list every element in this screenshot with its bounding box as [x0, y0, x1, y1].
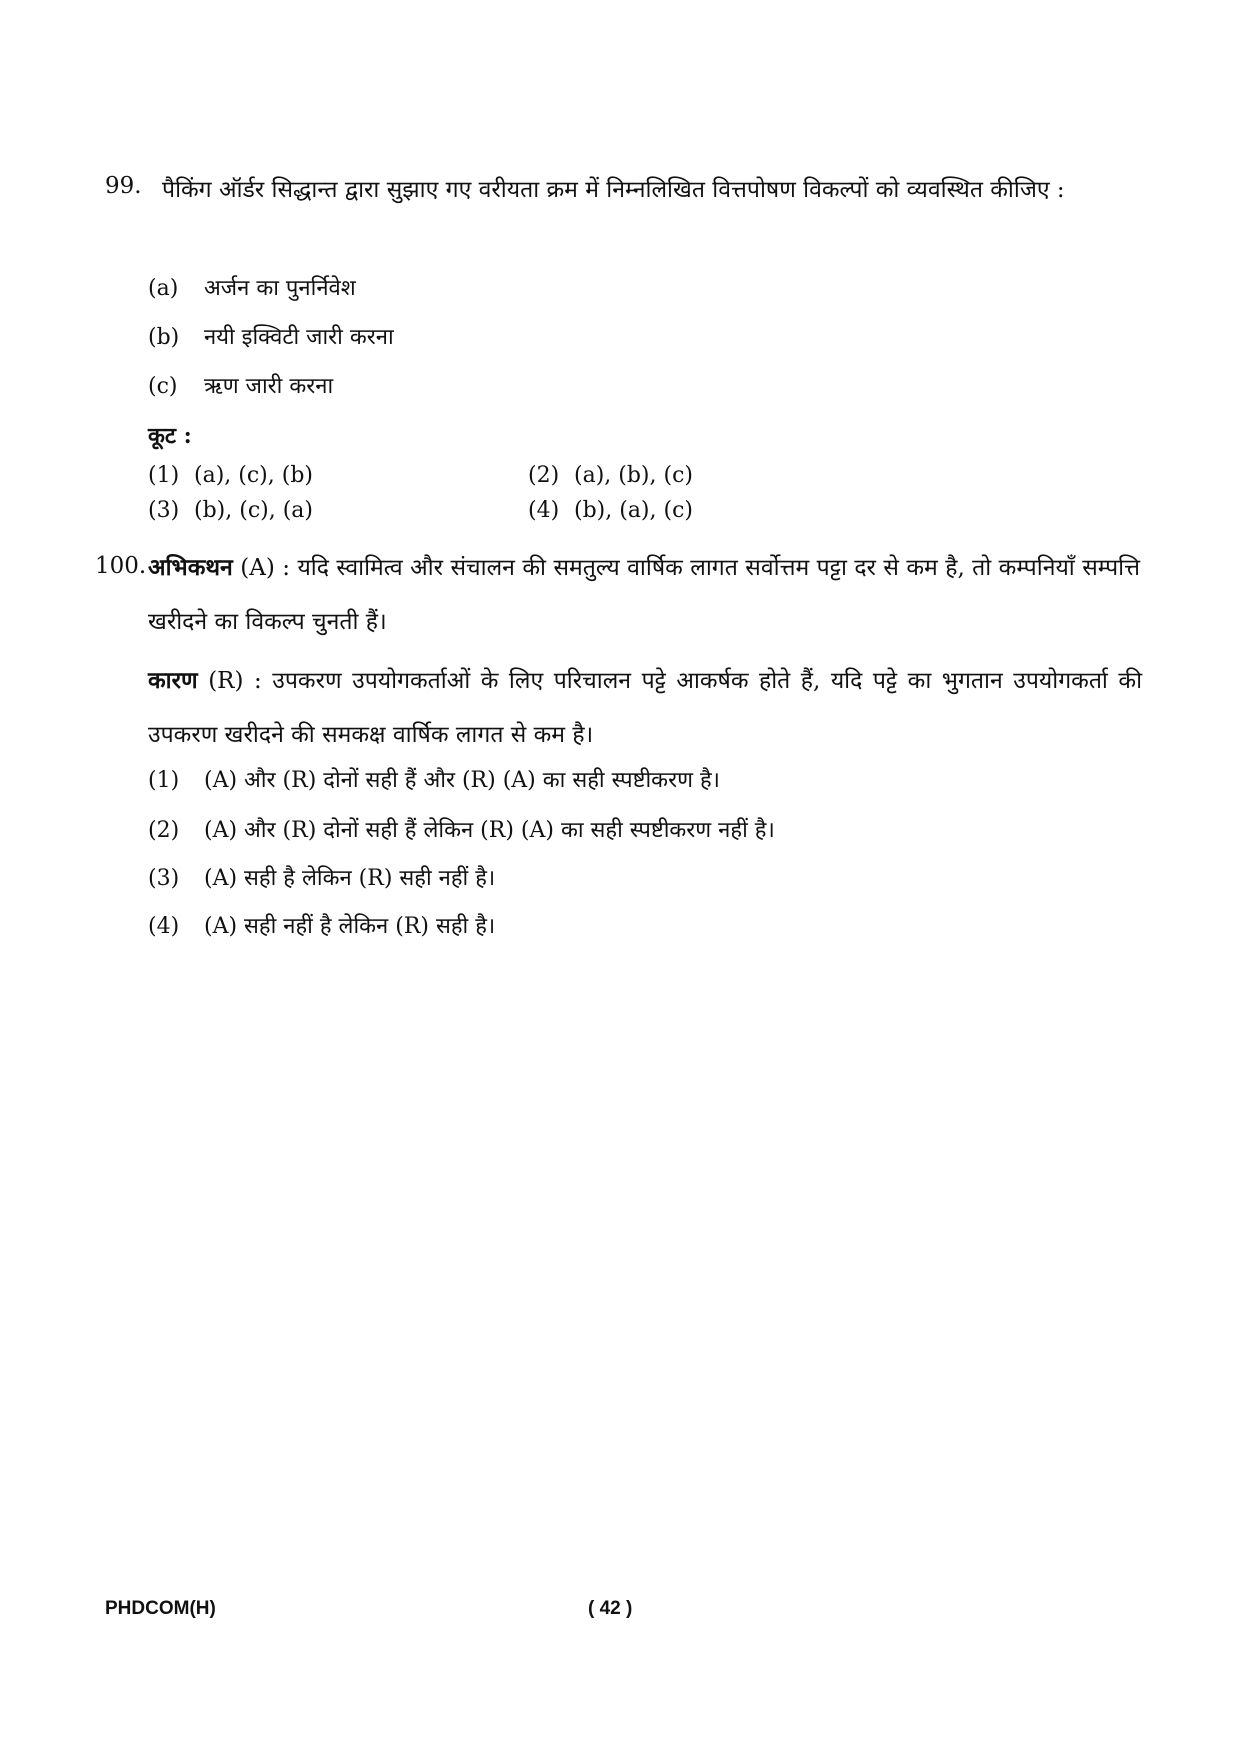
option-text: (b), (a), (c)	[574, 498, 693, 523]
answer-option-4[interactable]	[528, 498, 693, 523]
option-text: (A) और (R) दोनों सही हैं लेकिन (R) (A) का सही स्पष्टीकरण नहीं है।	[204, 818, 775, 843]
reason-paragraph	[148, 654, 1142, 762]
option-label: (1)	[148, 768, 180, 793]
list-item	[148, 272, 356, 302]
answer-option-4[interactable]	[148, 910, 495, 940]
answer-option-2[interactable]	[148, 814, 775, 844]
assertion-label: अभिकथन	[148, 554, 233, 581]
list-item	[148, 321, 394, 351]
option-label: (4)	[528, 498, 560, 523]
answer-option-3[interactable]	[148, 498, 313, 523]
answer-option-3[interactable]	[148, 862, 495, 892]
question-number: 99.	[105, 173, 142, 199]
option-label: (4)	[148, 914, 180, 939]
option-text: (a), (c), (b)	[194, 463, 313, 488]
option-label: (1)	[148, 463, 180, 488]
option-text: (A) और (R) दोनों सही हैं और (R) (A) का सही स्पष्टीकरण है।	[204, 768, 720, 793]
option-label: (2)	[528, 463, 560, 488]
question-100	[95, 541, 1141, 649]
item-text: ऋण जारी करना	[204, 374, 334, 399]
assertion-text: यदि स्वामित्व और संचालन की समतुल्य वार्षिक लागत सर्वोत्तम पट्टा दर से कम है, तो कम्पनियाँ सम्पत्ति खरीदने का विकल्प चुनती हैं।	[148, 555, 1141, 635]
item-text: नयी इक्विटी जारी करना	[204, 325, 394, 350]
option-text: (a), (b), (c)	[574, 463, 693, 488]
item-text: अर्जन का पुनर्निवेश	[204, 276, 356, 301]
option-text: (A) सही नहीं है लेकिन (R) सही है।	[204, 914, 496, 939]
reason-block	[148, 654, 1142, 762]
list-item	[148, 370, 333, 400]
item-label: (a)	[148, 276, 179, 301]
option-text: (b), (c), (a)	[194, 498, 313, 523]
answer-option-1[interactable]	[148, 463, 313, 488]
item-label: (c)	[148, 374, 178, 399]
answer-option-2[interactable]	[528, 463, 693, 488]
page-number: ( 42 )	[588, 1598, 633, 1619]
assertion-paragraph	[148, 541, 1140, 649]
option-label: (3)	[148, 866, 180, 891]
reason-text: उपकरण उपयोगकर्ताओं के लिए परिचालन पट्टे आकर्षक होते हैं, यदि पट्टे का भुगतान उपयोगकर्ता की उपकरण खरीदने की समकक्ष वार्षिक लागत से कम है।	[148, 668, 1143, 748]
question-number: 100.	[95, 553, 147, 579]
reason-tag: (R) :	[208, 668, 262, 694]
option-text: (A) सही है लेकिन (R) सही नहीं है।	[204, 866, 496, 891]
reason-label: कारण	[148, 667, 198, 694]
code-heading: कूट :	[148, 423, 192, 449]
option-label: (2)	[148, 818, 180, 843]
option-label: (3)	[148, 498, 180, 523]
question-text: पैकिंग ऑर्डर सिद्धान्त द्वारा सुझाए गए वरीयता क्रम में निम्नलिखित वित्तपोषण विकल्पों को व्यवस्थित कीजिए :	[162, 177, 1065, 203]
question-99	[105, 163, 1140, 217]
item-label: (b)	[148, 325, 180, 350]
paper-code: PHDCOM(H)	[105, 1598, 216, 1619]
answer-option-1[interactable]	[148, 764, 720, 794]
assertion-tag: (A) :	[240, 555, 291, 581]
